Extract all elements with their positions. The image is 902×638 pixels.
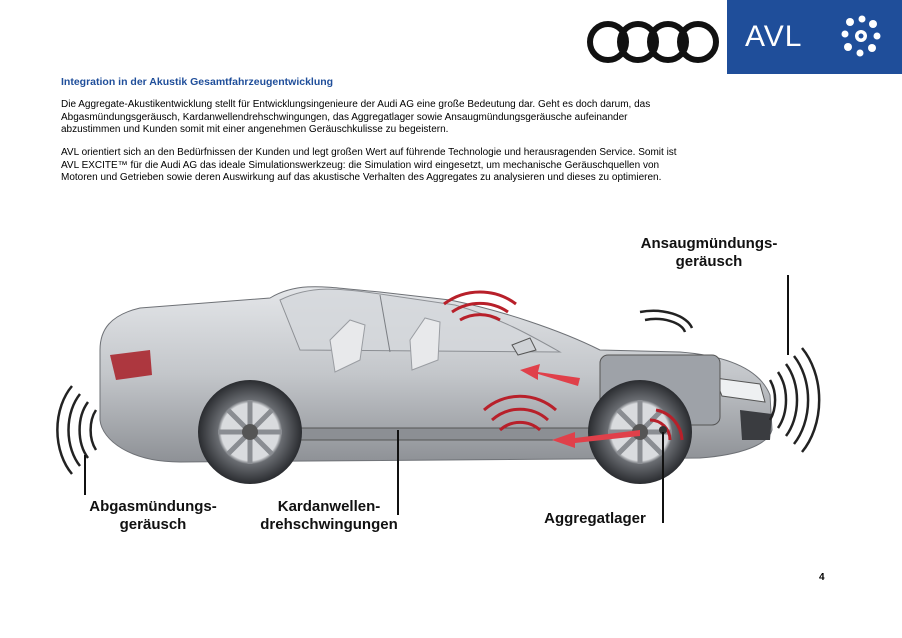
label-line: Kardanwellen- — [277, 498, 381, 515]
label-aggregatlager — [520, 510, 670, 528]
paragraph-line: abzustimmen und Kunden somit mit einer angenehmen Geräuschkulisse zu begeistern. — [61, 124, 449, 135]
avl-wordmark: AVL — [745, 20, 803, 53]
paragraph-line: Die Aggregate-Akustikentwicklung stellt für Entwicklungsingenieure der Audi AG eine große Bedeutung dar. Geht es doch darum, das — [61, 99, 651, 110]
avl-logo — [727, 0, 902, 74]
label-line: geräusch — [119, 516, 187, 533]
label-kardanwellendrehschwingungen — [244, 498, 414, 534]
label-line: geräusch — [675, 253, 743, 270]
label-line: drehschwingungen — [260, 516, 398, 533]
paragraph-line: AVL EXCITE™ für die Audi AG das ideale Simulationswerkzeug: die Simulation wird eingesetzt, um mechanische Geräuschquellen von — [61, 159, 660, 171]
avl-paragraph — [61, 147, 761, 185]
audi-rings-icon — [586, 18, 720, 66]
paragraph-line: Abgasmündungsgeräusch, Kardanwellendrehschwingungen, das Aggregatlager sowie Ansaugmündungsgeräusche aufeinander — [61, 111, 628, 123]
label-line: Ansaugmündungs- — [640, 235, 778, 252]
page-number: 4 — [819, 572, 825, 583]
rear-wheel — [198, 380, 302, 484]
avl-emblem-icon — [836, 12, 886, 62]
label-line: Abgasmündungs- — [89, 498, 217, 515]
paragraph-line: AVL orientiert sich an den Bedürfnissen der Kunden und legt großen Wert auf führende Technologie und herausragenden Service. Somit ist — [61, 147, 677, 158]
label-line: Aggregatlager — [544, 510, 646, 527]
label-ansaugmuendungsgeraeusch — [624, 235, 794, 271]
label-abgasmuendungsgeraeusch — [78, 498, 228, 534]
intro-paragraph — [61, 99, 761, 137]
section-heading: Integration in der Akustik Gesamtfahrzeugentwicklung — [61, 76, 334, 88]
exhaust-sound-waves — [57, 386, 96, 474]
paragraph-line: Motoren und Getrieben sowie deren Auswirkung auf das akustische Verhalten des Aggregates zu analysieren und dieses zu optimieren. — [61, 172, 662, 183]
